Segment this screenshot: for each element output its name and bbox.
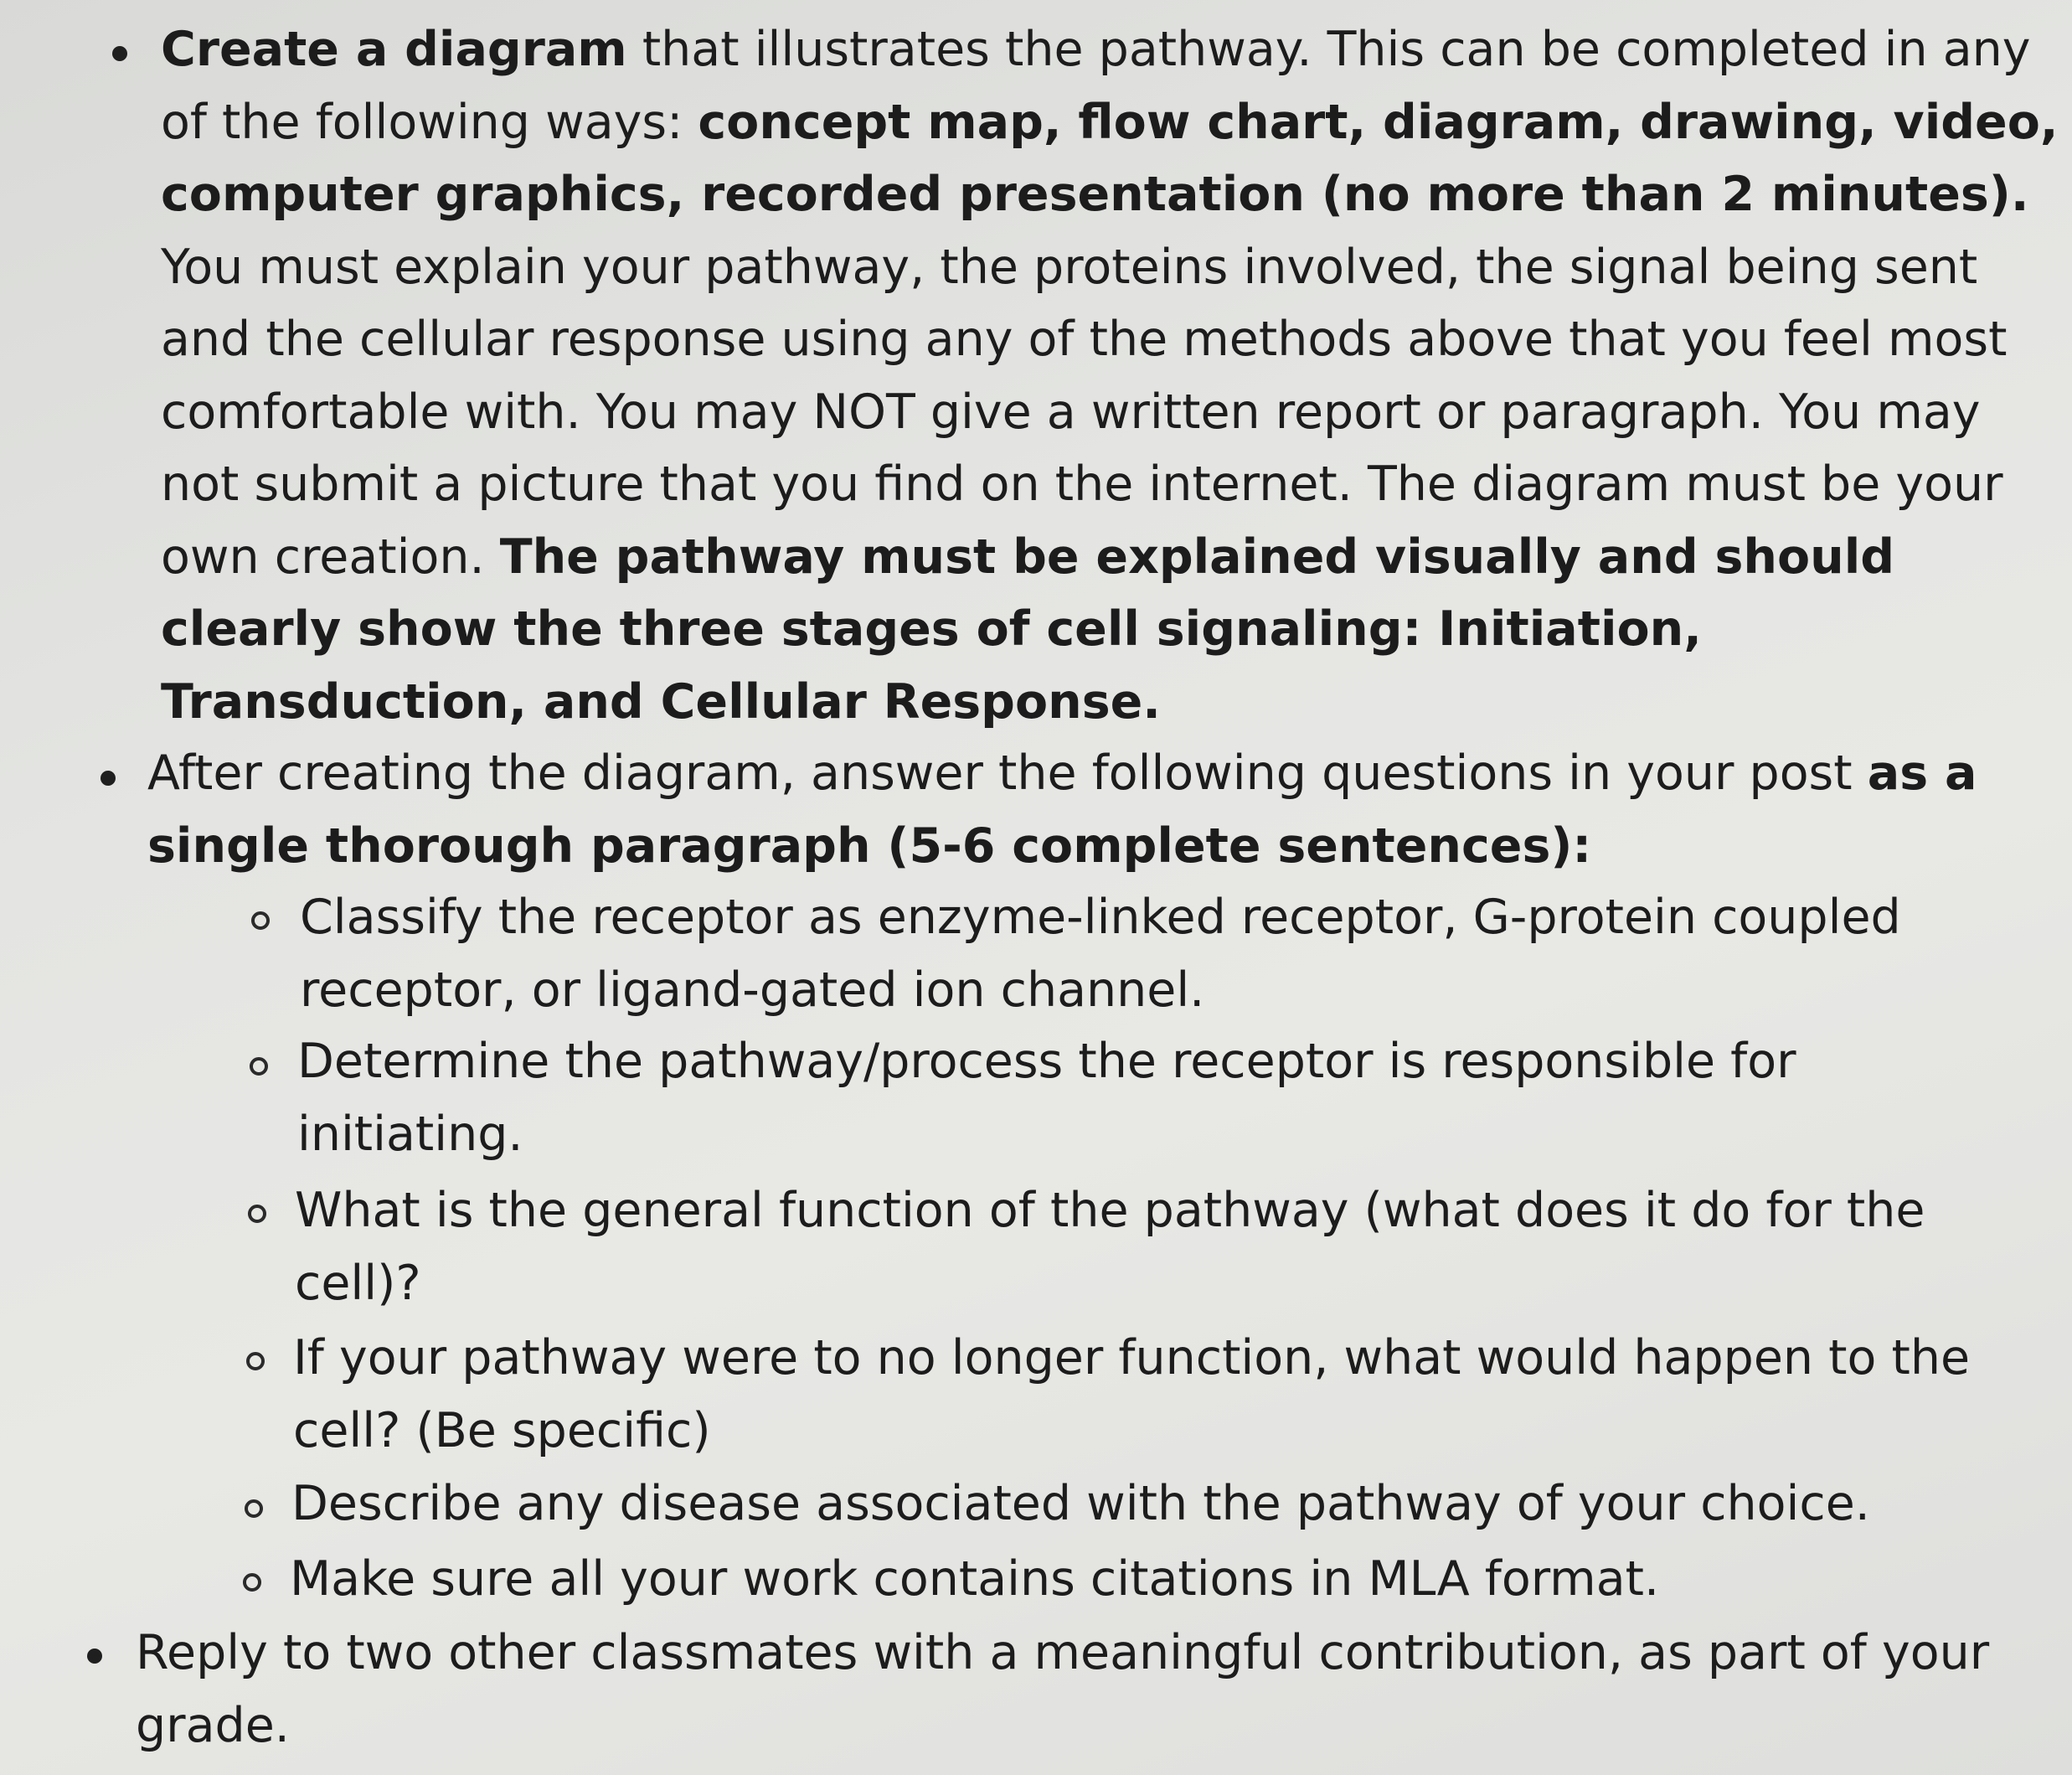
instruction-text-bold: as a single thorough paragraph (5-6 complete sentences): bbox=[147, 746, 1977, 874]
instruction-text: You must explain your pathway, the proteins involved, the signal being sent and the cellular response using any of the methods above that you feel most comfortable with. You may NOT give a written report or paragraph. You may not submit a picture that you find on the internet. The diagram must be your own creation. bbox=[161, 239, 2008, 585]
question-general-function: What is the general function of the pathway (what does it do for the cell)? bbox=[295, 1183, 1925, 1311]
sub-bullet-ring bbox=[250, 1057, 268, 1076]
instruction-text: After creating the diagram, answer the following questions in your post bbox=[147, 746, 1868, 801]
question-mla-citations: Make sure all your work contains citations in MLA format. bbox=[290, 1551, 1660, 1607]
instruction-create-diagram bbox=[161, 13, 2062, 738]
bullet-dot bbox=[112, 46, 127, 61]
question-associated-disease: Describe any disease associated with the pathway of your choice. bbox=[291, 1476, 1870, 1531]
question-classify-receptor: Classify the receptor as enzyme-linked receptor, G-protein coupled receptor, or ligand-gated ion channel. bbox=[300, 890, 1901, 1018]
question-determine-pathway: Determine the pathway/process the receptor is responsible for initiating. bbox=[297, 1034, 1796, 1162]
instruction-text-bold: Create a diagram bbox=[161, 22, 627, 77]
sub-bullet-ring bbox=[248, 1205, 266, 1223]
bullet-dot bbox=[87, 1649, 102, 1664]
instruction-text-bold: The pathway must be explained visually and should clearly show the three stages of cell signaling: Initiation, Transduction, and Cellular Response. bbox=[161, 529, 1895, 730]
instruction-answer-questions bbox=[147, 737, 2049, 882]
sub-bullet-ring bbox=[245, 1499, 263, 1518]
question-pathway-failure: If your pathway were to no longer function, what would happen to the cell? (Be specific) bbox=[293, 1330, 1971, 1458]
bullet-dot bbox=[101, 771, 116, 786]
instruction-text-bold: concept map, flow chart, diagram, drawing, video, computer graphics, recorded presentation (no more than 2 minutes). bbox=[161, 94, 2059, 222]
instruction-text: that illustrates the pathway. This can be completed in any of the following ways: bbox=[161, 22, 2031, 150]
sub-bullet-ring bbox=[243, 1573, 261, 1592]
sub-bullet-ring bbox=[246, 1352, 265, 1370]
sub-bullet-ring bbox=[251, 911, 270, 930]
instruction-reply-classmates: Reply to two other classmates with a meaningful contribution, as part of your grade. bbox=[136, 1625, 1990, 1753]
